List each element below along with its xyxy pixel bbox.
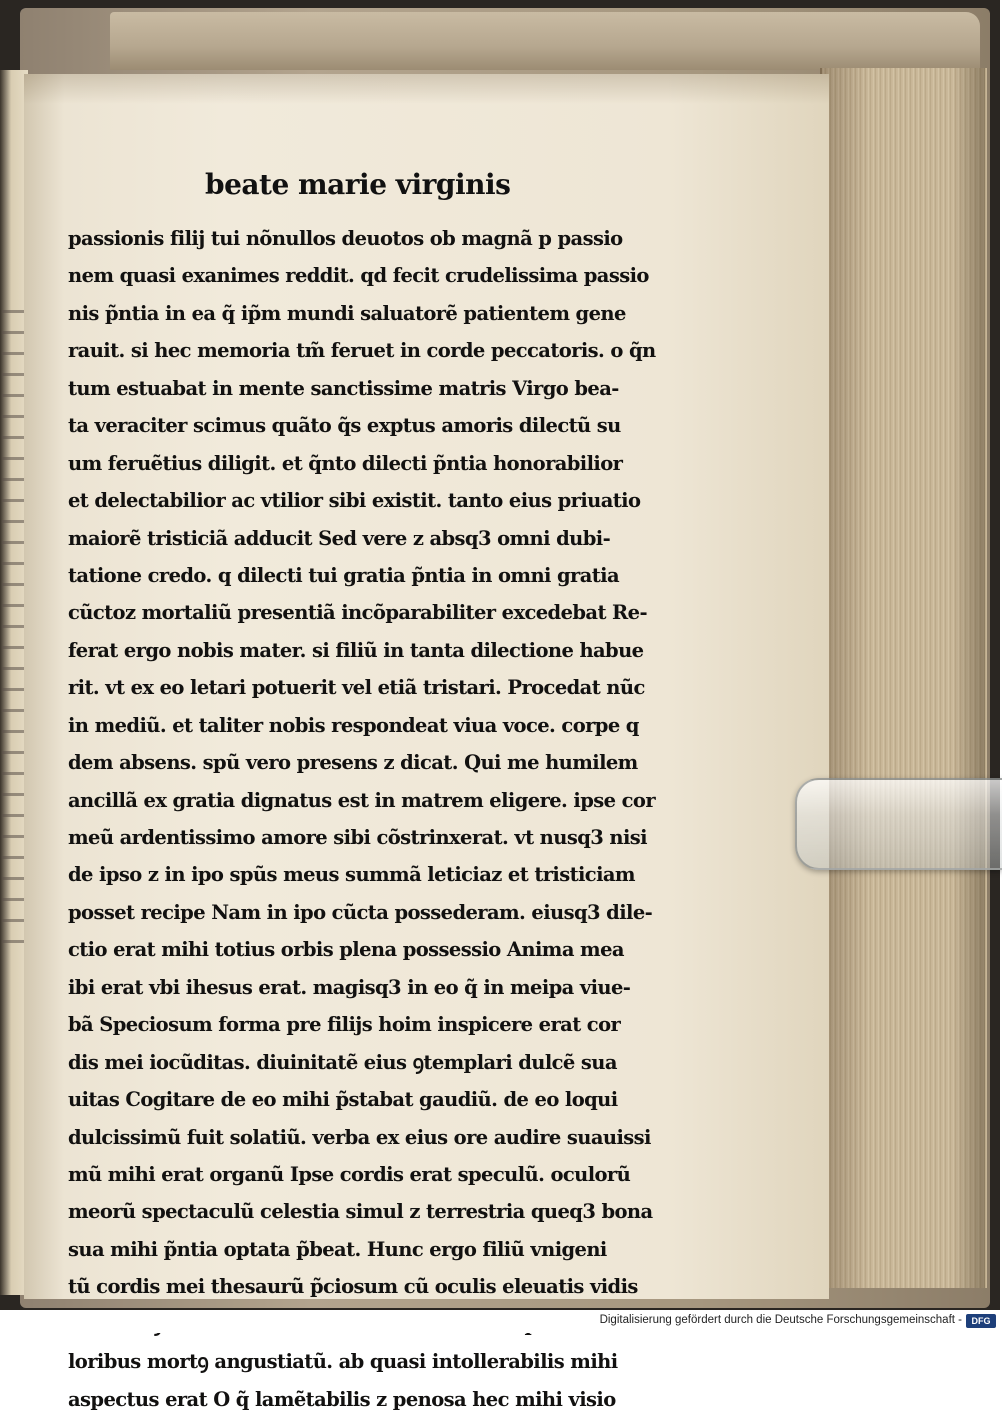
page-body-text bbox=[68, 220, 656, 1418]
text-line: mũ mihi erat organũ Ipse cordis erat speculũ. oculorũ bbox=[68, 1162, 631, 1186]
text-line: meũ ardentissimo amore sibi cõstrinxerat. vt nusq3 nisi bbox=[68, 826, 647, 849]
page-edges-shadow bbox=[820, 68, 985, 1288]
text-line: nis p̃ntia in ea q̃ ip̃m mundi saluatorẽ patientem gene bbox=[68, 301, 626, 325]
text-line: maiorẽ tristiciã adducit Sed vere z absq3 omni dubi- bbox=[68, 526, 611, 550]
text-line: aspectus erat O q̃ lamẽtabilis z penosa hec mihi visio bbox=[68, 1387, 616, 1411]
text-line: passionis filij tui nõnullos deuotos ob magnã p passio bbox=[68, 227, 623, 250]
text-line: in mediũ. et taliter nobis respondeat viua voce. corpe q bbox=[68, 713, 639, 737]
text-line: dis mei iocũditas. diuinitatẽ eius ꝯtemplari dulcẽ sua bbox=[68, 1050, 617, 1074]
book-top-edge bbox=[110, 12, 980, 70]
text-line: um feruẽtius diligit. et q̃nto dilecti p̃ntia honorabilior bbox=[68, 451, 623, 475]
text-line: ibi erat vbi ihesus erat. magisq3 in eo q̃ in meipa viue- bbox=[68, 975, 631, 999]
text-line: meorũ spectaculũ celestia simul z terrestria queq3 bona bbox=[68, 1200, 653, 1224]
text-line: rit. vt ex eo letari potuerit vel etiã tristari. Procedat nũc bbox=[68, 676, 645, 700]
text-line: tatione credo. q dilecti tui gratia p̃ntia in omni gratia bbox=[68, 563, 620, 587]
text-line: nem quasi exanimes reddit. qd fecit crudelissima passio bbox=[68, 264, 649, 288]
text-line: et delectabilior ac vtilior sibi existit. tanto eius priuatio bbox=[68, 489, 641, 513]
text-line: loribus mortꝯ angustiatũ. ab quasi intollerabilis mihi bbox=[68, 1350, 618, 1374]
facing-page-text-fragment bbox=[2, 310, 26, 950]
text-line: rauit. si hec memoria tm̃ feruet in corde peccatoris. o q̃n bbox=[68, 339, 656, 363]
text-line: cũctoz mortaliũ presentiã incõparabiliter excedebat Re- bbox=[68, 601, 647, 625]
funding-credit: Digitalisierung gefördert durch die Deutsche Forschungsgemeinschaft - bbox=[599, 1314, 962, 1326]
text-line: dulcissimũ fuit solatiũ. verba ex eius ore audire suauissi bbox=[68, 1125, 651, 1149]
text-line: ta veraciter scimus quãto q̃s exptus amoris dilectũ su bbox=[68, 414, 621, 438]
text-line: ancillã ex gratia dignatus est in matrem eligere. ipse cor bbox=[68, 788, 656, 812]
footer-bar bbox=[0, 1310, 1000, 1333]
text-line: sua mihi p̃ntia optata p̃beat. Hunc ergo filiũ vnigeni bbox=[68, 1237, 607, 1261]
page-top-shadow bbox=[24, 74, 829, 104]
text-line: dem absens. spũ vero presens z dicat. Qui me humilem bbox=[68, 751, 638, 775]
text-line: tum estuabat in mente sanctissime matris Virgo bea- bbox=[68, 376, 619, 400]
book-clip bbox=[795, 778, 1002, 870]
text-line: ctio erat mihi totius orbis plena possessio Anima mea bbox=[68, 938, 624, 962]
dfg-logo: DFG bbox=[966, 1314, 996, 1328]
text-line: posset recipe Nam in ipo cũcta possederam. eiusq3 dile- bbox=[68, 900, 653, 924]
text-line: ferat ergo nobis mater. si filiũ in tanta dilectione habue bbox=[68, 638, 644, 662]
text-line: tũ cordis mei thesaurũ p̃ciosum cũ oculis eleuatis vidis bbox=[68, 1275, 638, 1299]
running-heading: beate marie virginis bbox=[205, 168, 511, 201]
text-line: uitas Cogitare de eo mihi p̃stabat gaudiũ. de eo loqui bbox=[68, 1088, 618, 1112]
text-line: de ipso z in ipo spũs meus summã leticiaz et tristiciam bbox=[68, 863, 635, 887]
text-line: bã Speciosum forma pre filijs hoim inspicere erat cor bbox=[68, 1013, 621, 1037]
